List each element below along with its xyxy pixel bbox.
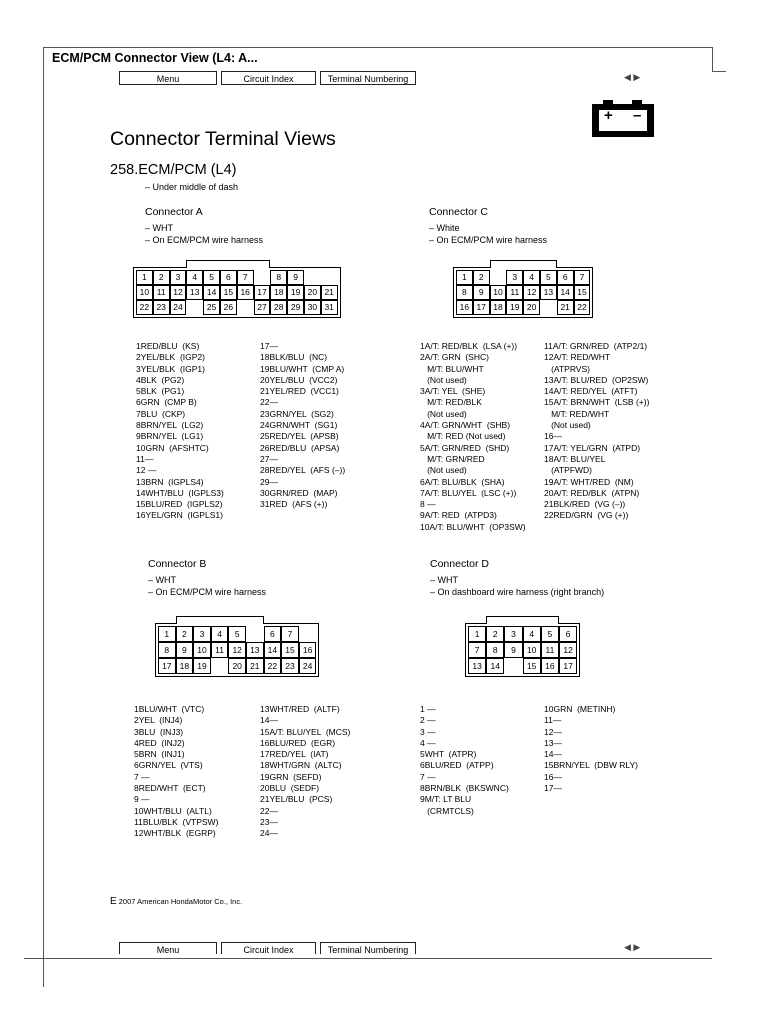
terminal-cell: 12 [523, 285, 540, 300]
terminal-cell: 2 [153, 270, 170, 285]
terminal-cell: 14 [264, 642, 282, 658]
connector-b-notes: – WHT – On ECM/PCM wire harness [148, 575, 267, 597]
terminal-cell: 14 [486, 658, 504, 674]
terminal-cell: 22 [136, 300, 153, 315]
frame-line [43, 47, 712, 48]
terminal-cell: 9 [287, 270, 304, 285]
terminal-cell: 16 [456, 300, 473, 315]
terminal-cell: 10 [136, 285, 153, 300]
terminal-cell: 10 [490, 285, 507, 300]
terminal-cell: 14 [203, 285, 220, 300]
connector-c-title: Connector C [429, 206, 488, 218]
terminal-cell: 10 [523, 642, 541, 658]
terminal-cell: 17 [473, 300, 490, 315]
terminal-cell: 12 [559, 642, 577, 658]
menu-button[interactable]: Menu [119, 942, 217, 954]
connector-c-diagram [450, 258, 596, 321]
terminal-cell: 11 [541, 642, 559, 658]
connector-d-pins-left: 1 — 2 — 3 — 4 — 5WHT (ATPR) 6BLU/RED (ATPP) 7 — 8BRN/BLK (BKSWNC) 9M/T: LT BLU (CRMTCLS) [420, 704, 509, 816]
connector-latch [186, 260, 270, 268]
connector-b-pins-left: 1BLU/WHT (VTC) 2YEL (INJ4) 3BLU (INJ3) 4RED (INJ2) 5BRN (INJ1) 6GRN/YEL (VTS) 7 — 8RED/WHT (ECT) 9 — 10WHT/BLU (ALTL) 11BLU/BLK (VTPSW) 12WHT/BLK (EGRP) [134, 704, 219, 839]
copyright-text: 2007 American HondaMotor Co., Inc. [118, 897, 243, 906]
terminal-cell: 2 [176, 626, 194, 642]
connector-b-title: Connector B [148, 558, 207, 570]
terminal-cell: 28 [270, 300, 287, 315]
terminal-cell: 7 [574, 270, 591, 285]
terminal-cell: 3 [170, 270, 187, 285]
terminal-cell: 11 [211, 642, 229, 658]
terminal-cell: 7 [281, 626, 299, 642]
terminal-cell: 24 [170, 300, 187, 315]
terminal-cell: 1 [136, 270, 153, 285]
connector-d-title: Connector D [430, 558, 489, 570]
terminal-cell: 12 [170, 285, 187, 300]
terminal-cell: 12 [228, 642, 246, 658]
terminal-cell: 17 [158, 658, 176, 674]
terminal-cell: 16 [299, 642, 317, 658]
top-nav [119, 71, 420, 85]
terminal-cell: 8 [456, 285, 473, 300]
frame-line [43, 47, 44, 987]
terminal-cell: 23 [153, 300, 170, 315]
terminal-cell: 7 [468, 642, 486, 658]
terminal-cell: 8 [486, 642, 504, 658]
frame-line [712, 71, 726, 72]
location-note: – Under middle of dash [145, 182, 239, 192]
terminal-cell: 15 [523, 658, 541, 674]
terminal-cell: 8 [270, 270, 287, 285]
terminal-cell: 11 [153, 285, 170, 300]
terminal-cell: 15 [574, 285, 591, 300]
terminal-cell: 15 [281, 642, 299, 658]
connector-a-notes: – WHT – On ECM/PCM wire harness [145, 223, 264, 245]
terminal-cell: 21 [557, 300, 574, 315]
terminal-cell: 1 [456, 270, 473, 285]
terminal-cell: 19 [287, 285, 304, 300]
terminal-cell: 18 [176, 658, 194, 674]
battery-icon: + – [592, 104, 654, 137]
terminal-cell: 6 [220, 270, 237, 285]
page-heading: Connector Terminal Views [110, 128, 336, 150]
terminal-cell: 16 [237, 285, 254, 300]
connector-d-pins-right: 10GRN (METINH) 11— 12— 13— 14— 15BRN/YEL (DBW RLY) 16— 17— [544, 704, 638, 794]
terminal-cell: 19 [193, 658, 211, 674]
terminal-cell: 13 [468, 658, 486, 674]
terminal-cell: 4 [186, 270, 203, 285]
terminal-cell: 2 [486, 626, 504, 642]
terminal-cell: 5 [203, 270, 220, 285]
terminal-cell: 1 [158, 626, 176, 642]
terminal-cell: 26 [220, 300, 237, 315]
connector-latch [490, 260, 557, 268]
terminal-cell: 20 [523, 300, 540, 315]
terminal-cell: 19 [506, 300, 523, 315]
terminal-cell: 27 [254, 300, 271, 315]
terminal-cell: 25 [203, 300, 220, 315]
bottom-nav [119, 942, 420, 954]
terminal-cell: 29 [287, 300, 304, 315]
terminal-cell: 18 [270, 285, 287, 300]
terminal-cell: 5 [541, 626, 559, 642]
terminal-cell: 7 [237, 270, 254, 285]
connector-b-pins-right: 13WHT/RED (ALTF) 14— 15A/T: BLU/YEL (MCS) 16BLU/RED (EGR) 17RED/YEL (IAT) 18WHT/GRN (ALTC) 19GRN (SEFD) 20BLU (SEDF) 21YEL/BLU (PCS) 22— 23— 24— [260, 704, 351, 839]
connector-c-notes: – White – On ECM/PCM wire harness [429, 223, 548, 245]
frame-line [712, 47, 713, 72]
terminal-cell: 3 [506, 270, 523, 285]
circuit-index-button[interactable]: Circuit Index [221, 71, 316, 85]
terminal-cell: 11 [506, 285, 523, 300]
frame-line [24, 958, 712, 959]
terminal-cell: 6 [264, 626, 282, 642]
terminal-cell: 5 [228, 626, 246, 642]
terminal-cell: 4 [523, 270, 540, 285]
terminal-cell: 14 [557, 285, 574, 300]
terminal-cell: 9 [473, 285, 490, 300]
terminal-cell: 3 [504, 626, 522, 642]
page-subheading: 258.ECM/PCM (L4) [110, 162, 237, 178]
pager-arrows[interactable]: ◀ ▶ [624, 72, 641, 82]
terminal-cell: 2 [473, 270, 490, 285]
terminal-cell: 18 [490, 300, 507, 315]
connector-a-pins-right: 17— 18BLK/BLU (NC) 19BLU/WHT (CMP A) 20YEL/BLU (VCC2) 21YEL/RED (VCC1) 22— 23GRN/YEL (SG2) 24GRN/WHT (SG1) 25RED/YEL (APSB) 26RED/BLU (APSA) 27— 28RED/YEL (AFS (–)) 29— 30GRN/RED (MAP) 31RED (AFS (+)) [260, 341, 346, 510]
terminal-cell: 20 [228, 658, 246, 674]
connector-a-title: Connector A [145, 206, 203, 218]
terminal-cell: 22 [574, 300, 591, 315]
terminal-cell: 10 [193, 642, 211, 658]
terminal-cell: 9 [176, 642, 194, 658]
terminal-cell: 17 [559, 658, 577, 674]
terminal-cell: 16 [541, 658, 559, 674]
connector-latch [176, 616, 264, 624]
terminal-cell: 1 [468, 626, 486, 642]
terminal-cell: 13 [246, 642, 264, 658]
circuit-index-button[interactable]: Circuit Index [221, 942, 316, 954]
terminal-cell: 3 [193, 626, 211, 642]
terminal-cell: 15 [220, 285, 237, 300]
terminal-numbering-button[interactable]: Terminal Numbering [320, 942, 416, 954]
connector-latch [486, 616, 559, 624]
terminal-cell: 22 [264, 658, 282, 674]
terminal-cell: 31 [321, 300, 338, 315]
connector-d-notes: – WHT – On dashboard wire harness (right branch) [430, 575, 605, 597]
terminal-cell: 21 [321, 285, 338, 300]
terminal-cell: 4 [211, 626, 229, 642]
terminal-cell: 4 [523, 626, 541, 642]
copyright-line [110, 896, 242, 907]
connector-b-diagram [152, 614, 322, 680]
menu-button[interactable]: Menu [119, 71, 217, 85]
terminal-cell: 8 [158, 642, 176, 658]
connector-c-pins-right: 11A/T: GRN/RED (ATP2/1) 12A/T: RED/WHT (ATPRVS) 13A/T: BLU/RED (OP2SW) 14A/T: RED/YEL (ATFT) 15A/T: BRN/WHT (LSB (+)) M/T: RED/WHT (Not used) 16— 17A/T: YEL/GRN (ATPD) 18A/T: BLU/YEL (ATPFWD) 19A/T: WHT/RED (NM) 20A/T: RED/BLK (ATPN) 21BLK/RED (VG (–)) 22RED/GRN (VG (+)) [544, 341, 650, 521]
terminal-cell: 23 [281, 658, 299, 674]
connector-d-diagram [462, 614, 583, 680]
terminal-cell: 6 [559, 626, 577, 642]
pager-arrows[interactable]: ◀ ▶ [624, 942, 641, 952]
document-title: ECM/PCM Connector View (L4: A... [52, 51, 258, 65]
connector-c-pins-left: 1A/T: RED/BLK (LSA (+)) 2A/T: GRN (SHC) M/T: BLU/WHT (Not used) 3A/T: YEL (SHE) M/T: RED/BLK (Not used) 4A/T: GRN/WHT (SHB) M/T: RED (Not used) 5A/T: GRN/RED (SHD) M/T: GRN/RED (Not used) 6A/T: BLU/BLK (SHA) 7A/T: BLU/YEL (LSC (+)) 8 — 9A/T: RED (ATPD3) 10A/T: BLU/WHT (OP3SW) [420, 341, 526, 532]
terminal-cell: 6 [557, 270, 574, 285]
terminal-cell: 17 [254, 285, 271, 300]
terminal-cell: 5 [540, 270, 557, 285]
terminal-cell: 30 [304, 300, 321, 315]
terminal-cell: 13 [540, 285, 557, 300]
terminal-cell: 13 [186, 285, 203, 300]
connector-a-pins-left: 1RED/BLU (KS) 2YEL/BLK (IGP2) 3YEL/BLK (IGP1) 4BLK (PG2) 5BLK (PG1) 6GRN (CMP B) 7BLU (CKP) 8BRN/YEL (LG2) 9BRN/YEL (LG1) 10GRN (AFSHTC) 11— 12 — 13BRN (IGPLS4) 14WHT/BLU (IGPLS3) 15BLU/RED (IGPLS2) 16YEL/GRN (IGPLS1) [136, 341, 224, 521]
terminal-cell: 9 [504, 642, 522, 658]
terminal-cell: 21 [246, 658, 264, 674]
terminal-numbering-button[interactable]: Terminal Numbering [320, 71, 416, 85]
connector-a-diagram [130, 258, 344, 321]
terminal-cell: 24 [299, 658, 317, 674]
terminal-cell: 20 [304, 285, 321, 300]
copyright-letter: E [110, 896, 117, 907]
